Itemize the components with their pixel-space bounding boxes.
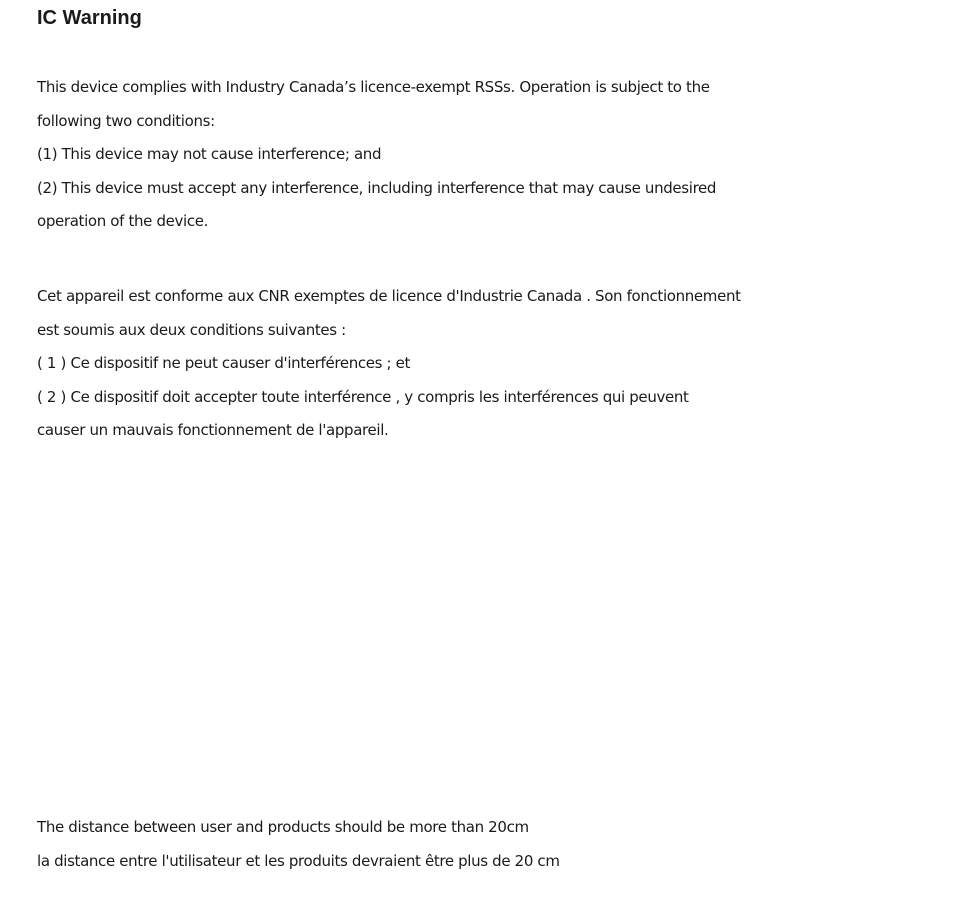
english-notice-line: following two conditions: <box>37 111 215 130</box>
distance-notice <box>37 811 937 878</box>
english-condition-2: (2) This device must accept any interference, including interference that may cause undesired <box>37 178 717 197</box>
english-condition-1: (1) This device may not cause interference; and <box>37 145 382 163</box>
document-title: IC Warning <box>37 7 142 29</box>
french-notice-line: causer un mauvais fonctionnement de l'appareil. <box>37 421 389 439</box>
english-notice-line: This device complies with Industry Canada’s licence-exempt RSSs. Operation is subject to the <box>37 78 710 96</box>
english-notice-line: operation of the device. <box>37 212 209 230</box>
french-condition-2: ( 2 ) Ce dispositif doit accepter toute interférence , y compris les interférences qui peuvent <box>37 387 689 406</box>
distance-notice-french: la distance entre l'utilisateur et les produits devraient être plus de 20 cm <box>37 851 560 870</box>
french-condition-1: ( 1 ) Ce dispositif ne peut causer d'interférences ; et <box>37 354 411 372</box>
french-compliance-notice <box>37 280 937 448</box>
french-notice-line: est soumis aux deux conditions suivantes : <box>37 320 346 339</box>
distance-notice-english: The distance between user and products should be more than 20cm <box>37 818 529 836</box>
french-notice-line: Cet appareil est conforme aux CNR exemptes de licence d'Industrie Canada . Son fonctionnement <box>37 287 741 305</box>
english-compliance-notice <box>37 71 937 239</box>
